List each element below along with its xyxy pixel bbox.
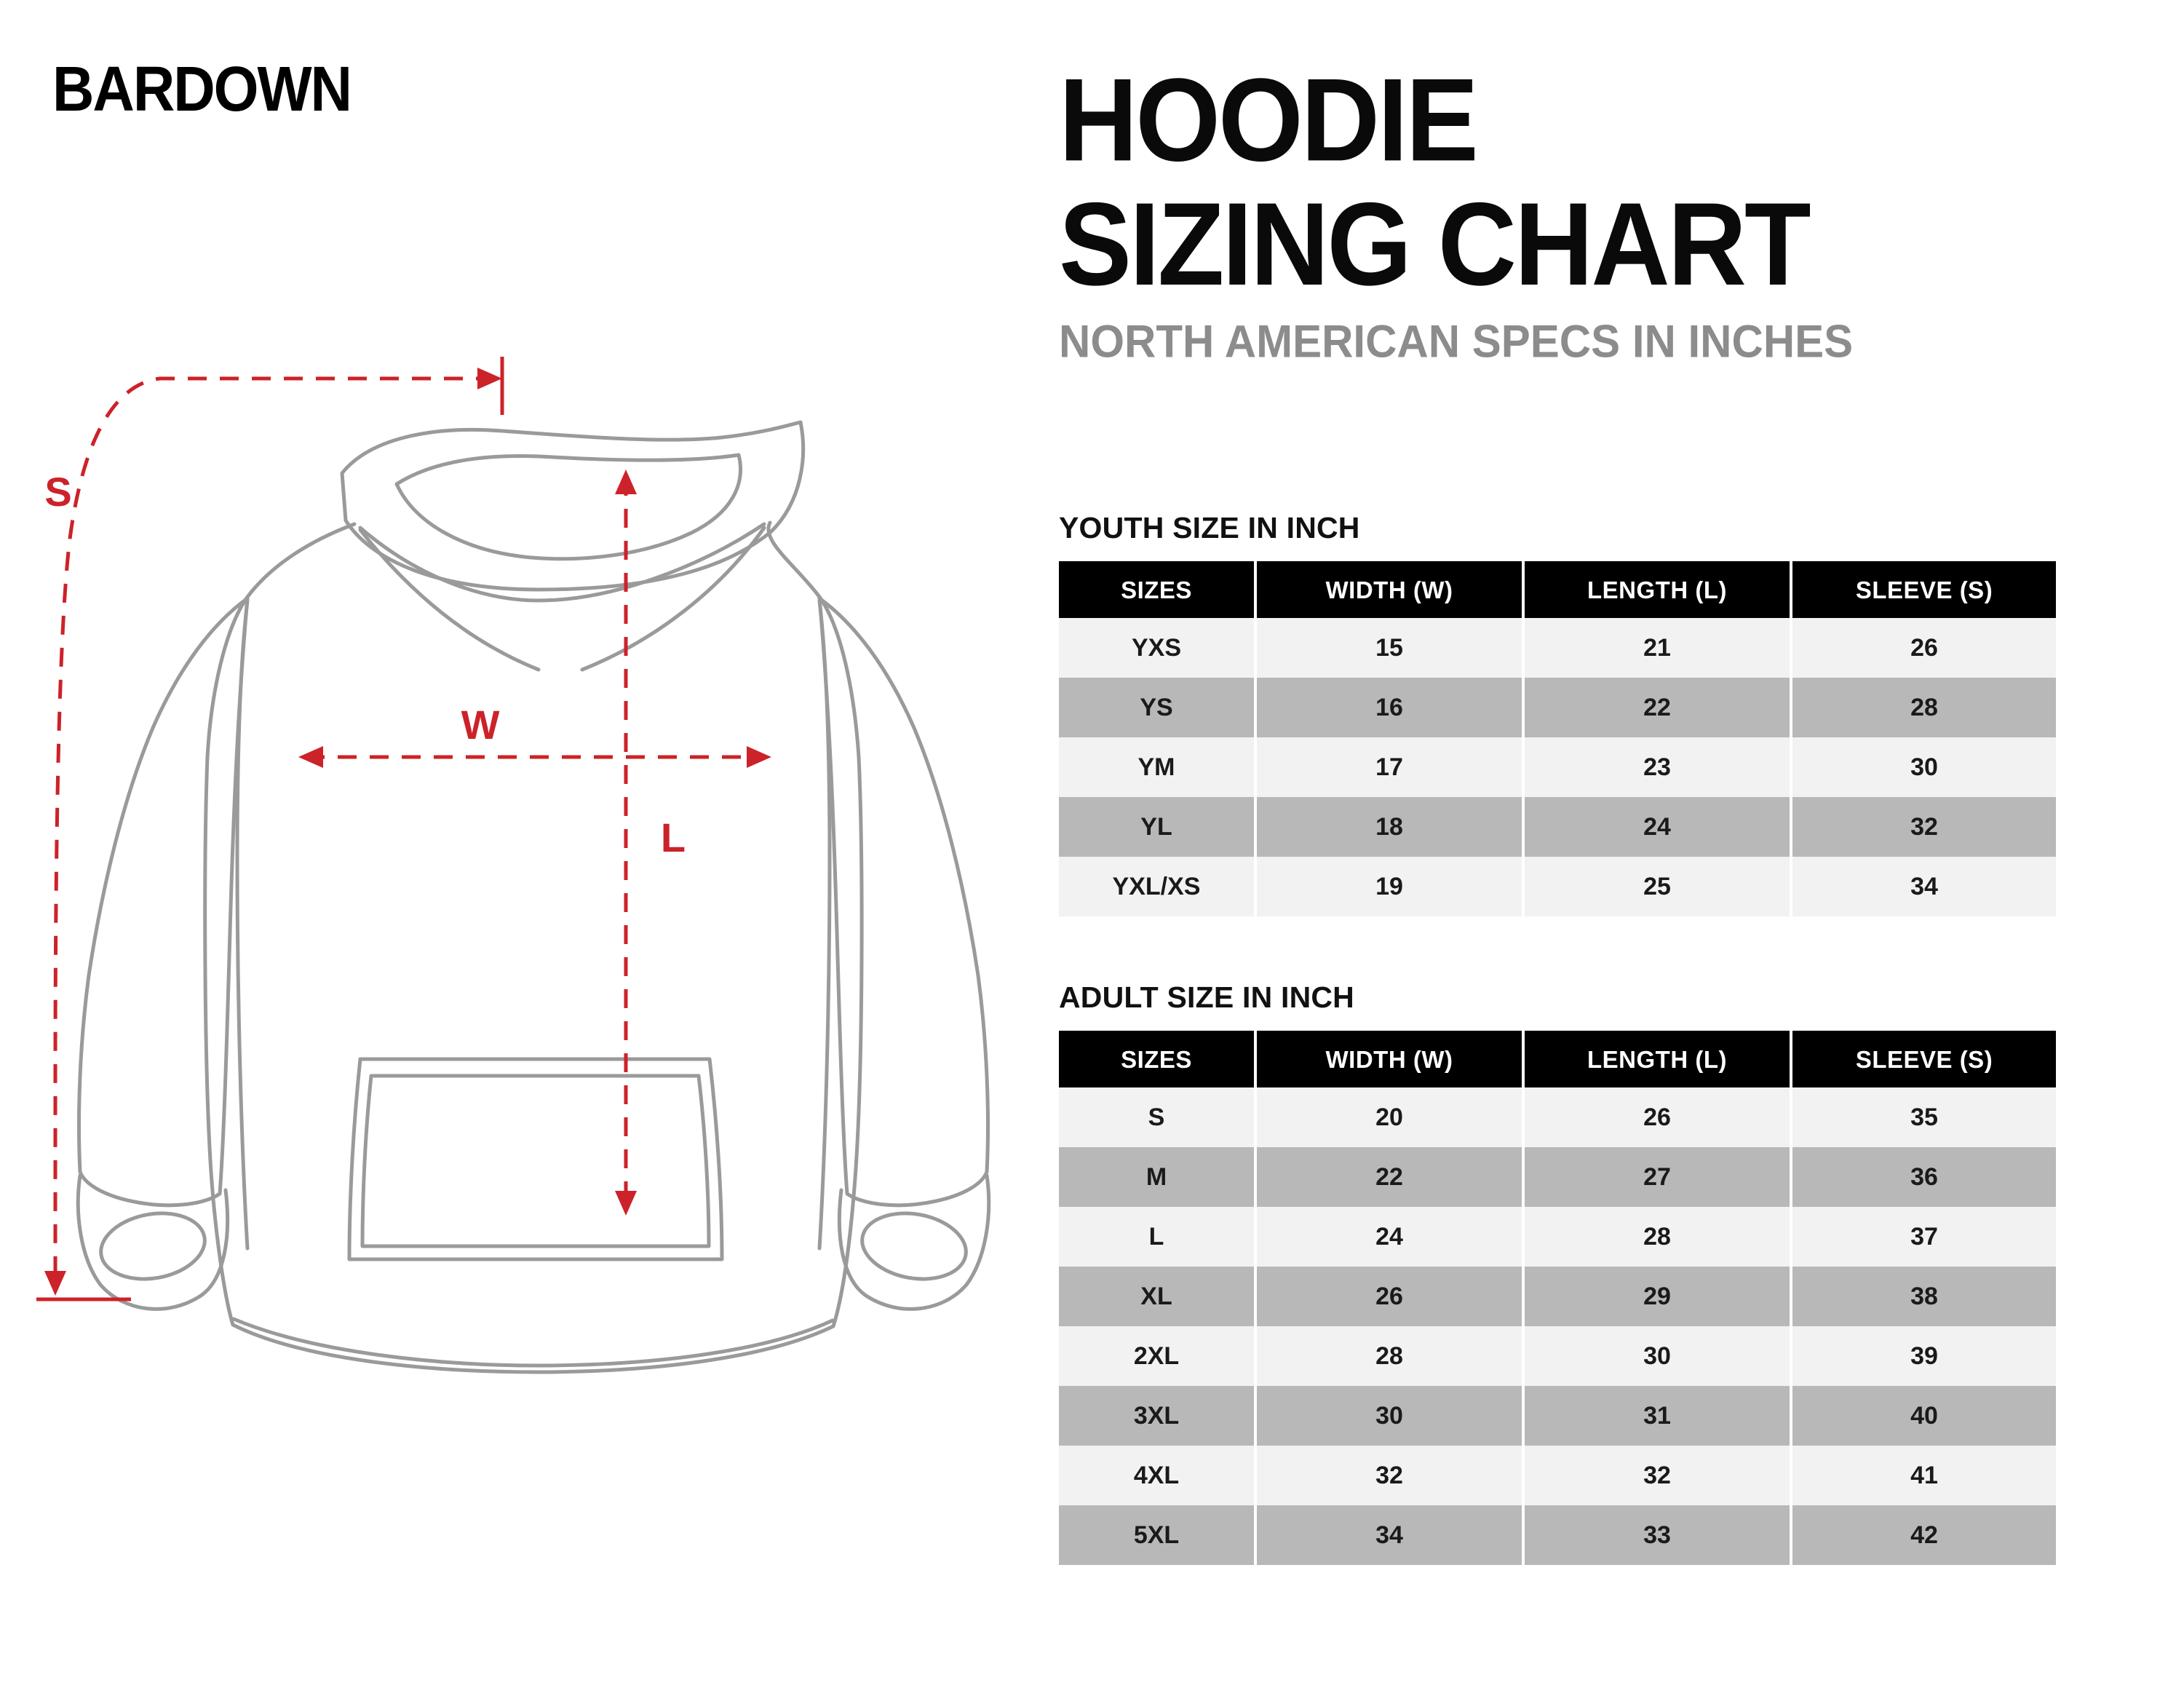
table-row	[1059, 1505, 2056, 1565]
cell-sleeve: 28	[1791, 678, 2056, 737]
adult-table-caption: ADULT SIZE IN INCH	[1059, 980, 1354, 1014]
table-row	[1059, 857, 2056, 916]
cell-length: 29	[1523, 1267, 1791, 1326]
cell-sleeve: 39	[1791, 1326, 2056, 1386]
cell-size: 4XL	[1059, 1446, 1255, 1505]
cell-size: S	[1059, 1087, 1255, 1147]
cell-length: 23	[1523, 737, 1791, 797]
cell-sleeve: 41	[1791, 1446, 2056, 1505]
cell-width: 30	[1255, 1386, 1523, 1446]
youth-col-sizes: SIZES	[1059, 561, 1255, 618]
cell-width: 22	[1255, 1147, 1523, 1207]
adult-col-width: WIDTH (W)	[1255, 1031, 1523, 1087]
cell-length: 26	[1523, 1087, 1791, 1147]
table-row	[1059, 618, 2056, 678]
youth-table-caption: YOUTH SIZE IN INCH	[1059, 511, 1360, 544]
cell-width: 28	[1255, 1326, 1523, 1386]
youth-col-length: LENGTH (L)	[1523, 561, 1791, 618]
cell-size: YS	[1059, 678, 1255, 737]
cell-sleeve: 26	[1791, 618, 2056, 678]
table-row	[1059, 1087, 2056, 1147]
cell-size: YL	[1059, 797, 1255, 857]
youth-col-sleeve: SLEEVE (S)	[1791, 561, 2056, 618]
cell-size: 2XL	[1059, 1326, 1255, 1386]
cell-width: 15	[1255, 618, 1523, 678]
cell-length: 33	[1523, 1505, 1791, 1565]
table-row	[1059, 797, 2056, 857]
label-w: W	[461, 702, 500, 748]
cell-width: 32	[1255, 1446, 1523, 1505]
adult-col-sleeve: SLEEVE (S)	[1791, 1031, 2056, 1087]
table-row	[1059, 737, 2056, 797]
title-line-1: HOODIE	[1059, 53, 1477, 186]
table-row	[1059, 1446, 2056, 1505]
page-title	[1059, 53, 2136, 310]
page-subtitle: NORTH AMERICAN SPECS IN INCHES	[1059, 316, 1854, 368]
label-l: L	[660, 815, 686, 860]
adult-col-length: LENGTH (L)	[1523, 1031, 1791, 1087]
cell-size: YM	[1059, 737, 1255, 797]
table-row	[1059, 1326, 2056, 1386]
cell-size: YXL/XS	[1059, 857, 1255, 916]
table-row	[1059, 1267, 2056, 1326]
cell-sleeve: 37	[1791, 1207, 2056, 1267]
cell-length: 22	[1523, 678, 1791, 737]
cell-sleeve: 35	[1791, 1087, 2056, 1147]
cell-sleeve: 30	[1791, 737, 2056, 797]
hoodie-diagram	[29, 349, 1070, 1441]
cell-size: M	[1059, 1147, 1255, 1207]
youth-col-width: WIDTH (W)	[1255, 561, 1523, 618]
cell-sleeve: 36	[1791, 1147, 2056, 1207]
adult-table-header-row	[1059, 1031, 2056, 1087]
cell-width: 16	[1255, 678, 1523, 737]
cell-length: 31	[1523, 1386, 1791, 1446]
cell-length: 30	[1523, 1326, 1791, 1386]
cell-length: 28	[1523, 1207, 1791, 1267]
cell-size: 5XL	[1059, 1505, 1255, 1565]
cell-width: 26	[1255, 1267, 1523, 1326]
brand-logo: BARDOWN	[52, 52, 351, 124]
cell-width: 18	[1255, 797, 1523, 857]
cell-sleeve: 34	[1791, 857, 2056, 916]
cell-size: 3XL	[1059, 1386, 1255, 1446]
table-row	[1059, 1207, 2056, 1267]
cell-size: L	[1059, 1207, 1255, 1267]
label-s: S	[44, 469, 72, 515]
cell-width: 34	[1255, 1505, 1523, 1565]
adult-size-block	[1059, 980, 2136, 1565]
adult-col-sizes: SIZES	[1059, 1031, 1255, 1087]
title-line-2: SIZING CHART	[1059, 177, 1809, 310]
table-row	[1059, 678, 2056, 737]
cell-width: 19	[1255, 857, 1523, 916]
table-row	[1059, 1147, 2056, 1207]
cell-sleeve: 40	[1791, 1386, 2056, 1446]
cell-sleeve: 38	[1791, 1267, 2056, 1326]
youth-size-table	[1059, 561, 2056, 916]
cell-length: 24	[1523, 797, 1791, 857]
hoodie-diagram-svg	[29, 349, 1070, 1441]
youth-size-block	[1059, 511, 2136, 916]
cell-width: 17	[1255, 737, 1523, 797]
content-column	[1059, 53, 2136, 1565]
adult-size-table	[1059, 1031, 2056, 1565]
cell-width: 24	[1255, 1207, 1523, 1267]
cell-length: 27	[1523, 1147, 1791, 1207]
cell-sleeve: 32	[1791, 797, 2056, 857]
cell-length: 32	[1523, 1446, 1791, 1505]
youth-table-header-row	[1059, 561, 2056, 618]
table-row	[1059, 1386, 2056, 1446]
cell-width: 20	[1255, 1087, 1523, 1147]
cell-sleeve: 42	[1791, 1505, 2056, 1565]
cell-length: 25	[1523, 857, 1791, 916]
cell-length: 21	[1523, 618, 1791, 678]
cell-size: YXS	[1059, 618, 1255, 678]
cell-size: XL	[1059, 1267, 1255, 1326]
